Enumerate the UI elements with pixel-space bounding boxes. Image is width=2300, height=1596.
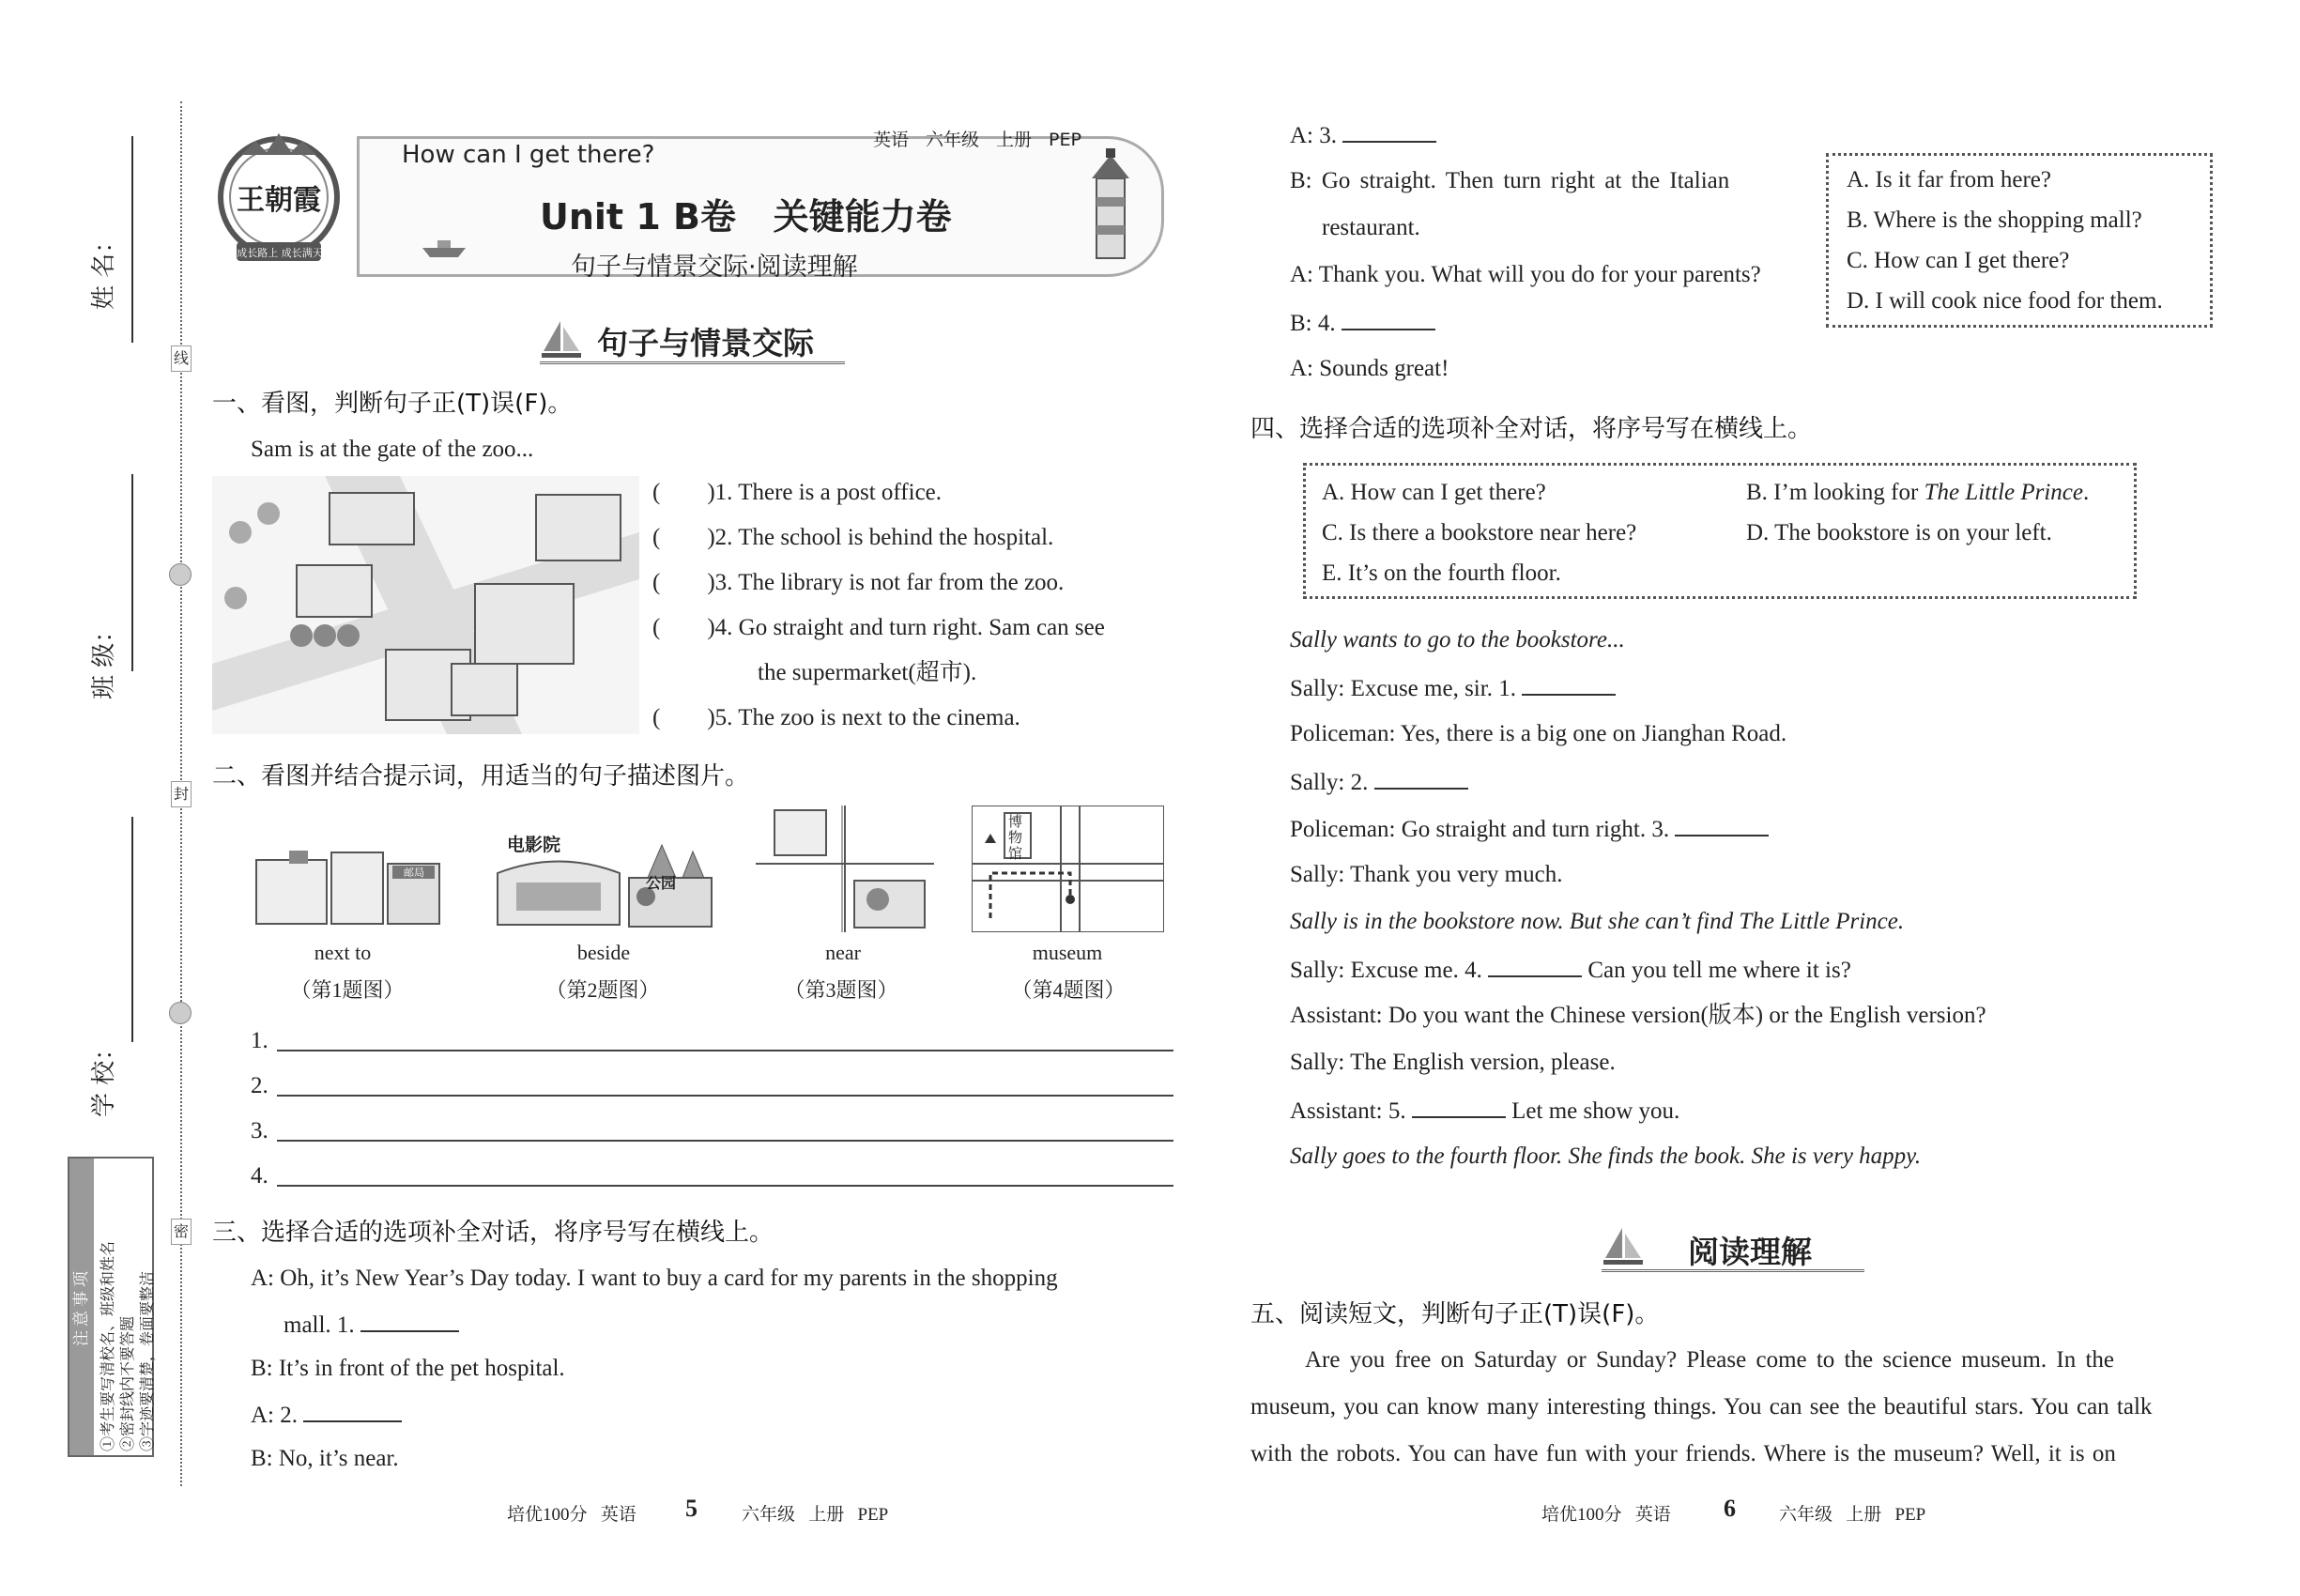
q5-line-2: museum, you can know many interesting things. You can see the beautiful stars. You can talk bbox=[1250, 1394, 2153, 1420]
footer-right bbox=[1541, 1496, 1955, 1527]
q1-heading: 一、看图，判断句子正(T)误(F)。 bbox=[212, 390, 573, 418]
q2-answer-1-line[interactable] bbox=[277, 1050, 1173, 1051]
q4-dialog-1: Sally wants to go to the bookstore... bbox=[1290, 627, 1625, 652]
q5-line-1: Are you free on Saturday or Sunday? Please come to the science museum. In the bbox=[1305, 1347, 2114, 1373]
q3-line-1: A: Oh, it’s New Year’s Day today. I want to buy a card for my parents in the shopping bbox=[251, 1266, 1058, 1291]
q4-dialog-8-text: Sally: Excuse me. 4. bbox=[1290, 958, 1482, 983]
footer-left bbox=[507, 1496, 920, 1527]
q2-caption-2: （第2题图） bbox=[545, 978, 660, 1002]
r-q3-line-5-text: B: 4. bbox=[1290, 311, 1336, 336]
r-q3-line-1 bbox=[1290, 120, 1436, 150]
seal-mark-3: 密 bbox=[171, 1219, 192, 1245]
r-q3-line-1-text: A: 3. bbox=[1290, 123, 1337, 148]
header-meta bbox=[873, 126, 1081, 158]
q1-intro: Sam is at the gate of the zoo... bbox=[251, 437, 534, 462]
q4-dialog-2-text: Sally: Excuse me, sir. 1. bbox=[1290, 676, 1516, 701]
q2-answer-1-number: 1. bbox=[251, 1028, 268, 1053]
q3-blank-3[interactable] bbox=[1342, 120, 1436, 143]
q4-option-b-title: The Little Prince bbox=[1924, 480, 2083, 505]
meta-grade: 六年级 bbox=[926, 130, 980, 150]
q3-option-d: D. I will cook nice food for them. bbox=[1847, 288, 2163, 314]
q4-dialog-11 bbox=[1290, 1096, 1679, 1126]
zoo-map-picture bbox=[212, 476, 639, 734]
q2-caption-3: （第3题图） bbox=[784, 978, 898, 1002]
section-title-reading-underline bbox=[1602, 1269, 1864, 1272]
q3-option-b: B. Where is the shopping mall? bbox=[1847, 207, 2142, 233]
sail-icon-2 bbox=[1602, 1226, 1645, 1267]
q2-picture-4 bbox=[972, 806, 1164, 932]
q5-heading: 五、阅读短文，判断句子正(T)误(F)。 bbox=[1250, 1300, 1660, 1328]
q2-hint-4: museum bbox=[1032, 941, 1103, 964]
meta-edition: PEP bbox=[1049, 130, 1081, 150]
q4-dialog-12: Sally goes to the fourth floor. She finds the book. She is very happy. bbox=[1290, 1143, 1922, 1169]
q2-picture-2-sign2: 公园 bbox=[646, 874, 677, 892]
q5-line-3: with the robots. You can have fun with your friends. Where is the museum? Well, it is on bbox=[1250, 1441, 2116, 1466]
sail-icon bbox=[540, 319, 583, 361]
q2-answer-3-number: 3. bbox=[251, 1118, 268, 1143]
q4-blank-4[interactable] bbox=[1488, 955, 1582, 977]
q3-line-5: B: No, it’s near. bbox=[251, 1446, 399, 1471]
seal-dot-2 bbox=[169, 1002, 192, 1024]
q4-dialog-5-text: Policeman: Go straight and turn right. 3. bbox=[1290, 817, 1670, 842]
q4-dialog-2 bbox=[1290, 673, 1616, 703]
section-title-underline bbox=[540, 361, 845, 364]
q4-option-e: E. It’s on the fourth floor. bbox=[1322, 560, 1561, 586]
name-label: 姓 名： bbox=[90, 228, 118, 310]
q2-answer-3-line[interactable] bbox=[277, 1140, 1173, 1142]
q2-heading: 二、看图并结合提示词，用适当的句子描述图片。 bbox=[212, 762, 750, 790]
seal-dot-1 bbox=[169, 563, 192, 586]
q4-blank-3[interactable] bbox=[1675, 814, 1769, 836]
q2-hint-2: beside bbox=[576, 941, 631, 964]
q2-answer-2-line[interactable] bbox=[277, 1095, 1173, 1097]
q4-option-c: C. Is there a bookstore near here? bbox=[1322, 520, 1637, 545]
q1-item-1: ( )1. There is a post office. bbox=[652, 480, 943, 505]
logo-caption: 成长路上 成长满天 bbox=[237, 247, 323, 259]
class-field[interactable] bbox=[131, 474, 133, 671]
q1-item-2: ( )2. The school is behind the hospital. bbox=[652, 525, 1054, 550]
q4-blank-1[interactable] bbox=[1522, 673, 1616, 696]
q4-dialog-11-text: Assistant: 5. bbox=[1290, 1098, 1406, 1124]
q2-picture-3 bbox=[756, 806, 934, 932]
q4-dialog-8 bbox=[1290, 955, 1851, 985]
q2-picture-4-sign: 博物馆 bbox=[1008, 813, 1023, 862]
q3-line-3: B: It’s in front of the pet hospital. bbox=[251, 1356, 565, 1381]
r-q3-line-5 bbox=[1290, 308, 1435, 338]
unit-question: How can I get there? bbox=[402, 141, 655, 169]
q2-answer-2-number: 2. bbox=[251, 1073, 268, 1098]
q4-dialog-3: Policeman: Yes, there is a big one on Jianghan Road. bbox=[1290, 721, 1787, 746]
seal-mark-1: 线 bbox=[171, 345, 192, 372]
seal-mark-2: 封 bbox=[171, 781, 192, 807]
footer-right-prefix: 培优100分 英语 bbox=[1541, 1505, 1671, 1525]
footer-left-page: 5 bbox=[685, 1495, 698, 1522]
class-label: 班 级： bbox=[90, 618, 118, 699]
q1-item-5: ( )5. The zoo is next to the cinema. bbox=[652, 705, 1020, 730]
q4-option-d: D. The bookstore is on your left. bbox=[1746, 520, 2052, 545]
page-title: Unit 1 B卷 关键能力卷 bbox=[540, 196, 952, 238]
q2-caption-1: （第1题图） bbox=[290, 978, 405, 1002]
q4-dialog-4-text: Sally: 2. bbox=[1290, 770, 1369, 795]
r-q3-line-6: A: Sounds great! bbox=[1290, 356, 1449, 381]
q3-line-2-text: mall. 1. bbox=[284, 1312, 355, 1338]
section-title-sentence: 句子与情景交际 bbox=[597, 325, 814, 361]
school-label: 学 校： bbox=[90, 1036, 118, 1117]
q4-dialog-9: Assistant: Do you want the Chinese version(版本) or the English version? bbox=[1290, 1003, 1986, 1028]
name-field[interactable] bbox=[131, 136, 133, 343]
q3-line-4 bbox=[251, 1400, 402, 1430]
q2-hint-3: near bbox=[825, 941, 861, 964]
q3-heading: 三、选择合适的选项补全对话，将序号写在横线上。 bbox=[212, 1219, 774, 1247]
q4-dialog-5 bbox=[1290, 814, 1769, 844]
q2-caption-4: （第4题图） bbox=[1011, 978, 1126, 1002]
q1-item-4-cont: the supermarket(超市). bbox=[758, 660, 977, 685]
q2-answer-4-line[interactable] bbox=[277, 1185, 1173, 1187]
footer-left-suffix: 六年级 上册 PEP bbox=[742, 1505, 889, 1525]
q4-heading: 四、选择合适的选项补全对话，将序号写在横线上。 bbox=[1250, 415, 1813, 443]
q3-option-a: A. Is it far from here? bbox=[1847, 167, 2051, 192]
q4-option-b-text: B. I’m looking for bbox=[1746, 480, 1919, 505]
q3-blank-1[interactable] bbox=[360, 1310, 459, 1332]
footer-right-page: 6 bbox=[1724, 1495, 1736, 1522]
notice-item-2: ②密封线内不要答题 bbox=[120, 1315, 136, 1451]
q4-blank-5[interactable] bbox=[1412, 1096, 1506, 1118]
r-q3-line-2: B: Go straight. Then turn right at the Italian bbox=[1290, 168, 1730, 193]
q2-answer-4-number: 4. bbox=[251, 1163, 268, 1189]
notice-item-3: ③字迹要清楚，卷面要整洁 bbox=[140, 1270, 156, 1451]
lighthouse-icon bbox=[1078, 141, 1143, 263]
q4-dialog-6: Sally: Thank you very much. bbox=[1290, 862, 1563, 887]
q1-item-4: ( )4. Go straight and turn right. Sam can see bbox=[652, 615, 1105, 640]
school-field[interactable] bbox=[131, 817, 133, 1042]
q4-dialog-7: Sally is in the bookstore now. But she can’t find The Little Prince. bbox=[1290, 909, 1905, 934]
meta-subject: 英语 bbox=[873, 130, 910, 150]
notice-title: 注意事项 bbox=[72, 1267, 91, 1346]
meta-term: 上册 bbox=[996, 130, 1033, 150]
q3-blank-4[interactable] bbox=[1342, 308, 1435, 330]
r-q3-line-4: A: Thank you. What will you do for your parents? bbox=[1290, 262, 1761, 287]
q4-dialog-4 bbox=[1290, 767, 1468, 797]
q3-blank-2[interactable] bbox=[303, 1400, 402, 1422]
logo-text: 王朝霞 bbox=[237, 184, 321, 217]
ship-icon bbox=[421, 235, 468, 259]
q4-option-b-end: . bbox=[2083, 480, 2090, 505]
q4-blank-2[interactable] bbox=[1374, 767, 1468, 790]
q4-option-a: A. How can I get there? bbox=[1322, 480, 1546, 505]
notice-item-1: ①考生要写清校名、班级和姓名 bbox=[100, 1240, 116, 1451]
q3-line-4-text: A: 2. bbox=[251, 1403, 298, 1428]
footer-right-suffix: 六年级 上册 PEP bbox=[1779, 1505, 1926, 1525]
q4-dialog-10: Sally: The English version, please. bbox=[1290, 1050, 1616, 1075]
q3-line-2 bbox=[284, 1310, 459, 1340]
page-subtitle: 句子与情景交际·阅读理解 bbox=[571, 253, 858, 282]
q2-picture-2-sign: 电影院 bbox=[507, 835, 561, 855]
q2-picture-1 bbox=[252, 843, 444, 928]
q4-dialog-8-tail: Can you tell me where it is? bbox=[1587, 958, 1851, 983]
q2-picture-1-sign: 邮局 bbox=[404, 867, 424, 879]
section-title-reading: 阅读理解 bbox=[1688, 1234, 1812, 1270]
footer-left-prefix: 培优100分 英语 bbox=[507, 1505, 636, 1525]
notice-box bbox=[68, 1157, 154, 1457]
r-q3-line-3: restaurant. bbox=[1322, 215, 1420, 240]
q3-option-c: C. How can I get there? bbox=[1847, 248, 2070, 273]
q4-option-b bbox=[1746, 479, 2089, 507]
q2-hint-1: next to bbox=[314, 941, 372, 964]
q1-item-3: ( )3. The library is not far from the zoo. bbox=[652, 570, 1065, 595]
q4-dialog-11-tail: Let me show you. bbox=[1511, 1098, 1680, 1124]
